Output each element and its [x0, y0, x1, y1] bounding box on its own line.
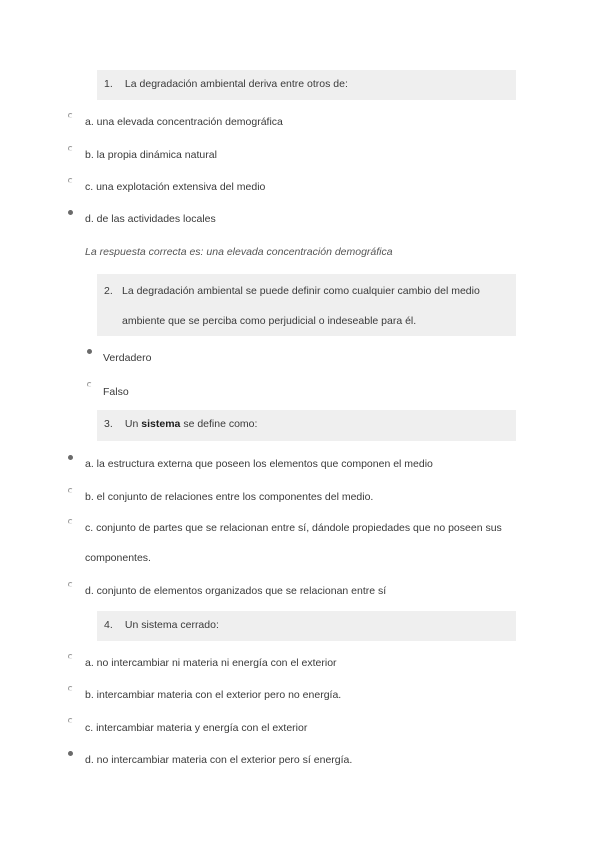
option-q3-a[interactable]: a. la estructura externa que poseen los elementos que componen el medio [85, 458, 433, 470]
question-4-box [97, 611, 516, 641]
radio-q4-a[interactable] [68, 654, 73, 659]
radio-q1-d-selected[interactable] [68, 210, 73, 215]
option-q1-a[interactable]: a. una elevada concentración demográfica [85, 116, 283, 128]
question-3-box [97, 410, 516, 441]
option-q3-b[interactable]: b. el conjunto de relaciones entre los componentes del medio. [85, 491, 374, 503]
question-text: Un sistema cerrado: [124, 619, 219, 631]
radio-q1-a[interactable] [68, 113, 73, 118]
question-text-line2: ambiente que se perciba como perjudicial o indeseable para él. [122, 315, 417, 327]
correct-answer-feedback: La respuesta correcta es: una elevada concentración demográfica [85, 246, 393, 258]
question-2-box [97, 274, 516, 336]
radio-q1-c[interactable] [68, 178, 73, 183]
option-q3-c-line2[interactable]: componentes. [85, 552, 151, 564]
radio-q3-c[interactable] [68, 519, 73, 524]
question-number: 2. [104, 285, 113, 297]
question-number: 3. [104, 418, 113, 430]
radio-q3-d[interactable] [68, 582, 73, 587]
radio-q3-a-selected[interactable] [68, 455, 73, 460]
question-text-suffix: se define como: [183, 418, 258, 430]
question-number: 4. [104, 619, 113, 631]
option-q2-true[interactable]: Verdadero [103, 352, 152, 364]
question-text: La degradación ambiental deriva entre otros de: [124, 78, 348, 90]
question-text-bold: sistema [141, 418, 181, 430]
radio-q3-b[interactable] [68, 488, 73, 493]
option-q3-d[interactable]: d. conjunto de elementos organizados que se relacionan entre sí [85, 585, 387, 597]
question-text-line1: La degradación ambiental se puede definir como cualquier cambio del medio [122, 285, 480, 297]
option-q3-c-line1[interactable]: c. conjunto de partes que se relacionan entre sí, dándole propiedades que no poseen sus [85, 522, 502, 534]
option-q4-c[interactable]: c. intercambiar materia y energía con el exterior [85, 722, 308, 734]
radio-q4-d-selected[interactable] [68, 751, 73, 756]
radio-q1-b[interactable] [68, 146, 73, 151]
option-q1-c[interactable]: c. una explotación extensiva del medio [85, 181, 266, 193]
option-q2-false[interactable]: Falso [103, 386, 129, 398]
radio-q2-true-selected[interactable] [87, 349, 92, 354]
question-1-box [97, 70, 516, 100]
radio-q2-false[interactable] [87, 382, 92, 387]
option-q1-d[interactable]: d. de las actividades locales [85, 213, 216, 225]
question-text-prefix: Un [124, 418, 139, 430]
question-number: 1. [104, 78, 113, 90]
radio-q4-c[interactable] [68, 718, 73, 723]
option-q4-a[interactable]: a. no intercambiar ni materia ni energía con el exterior [85, 657, 337, 669]
option-q4-b[interactable]: b. intercambiar materia con el exterior pero no energía. [85, 689, 342, 701]
radio-q4-b[interactable] [68, 686, 73, 691]
option-q1-b[interactable]: b. la propia dinámica natural [85, 149, 217, 161]
option-q4-d[interactable]: d. no intercambiar materia con el exterior pero sí energía. [85, 754, 353, 766]
